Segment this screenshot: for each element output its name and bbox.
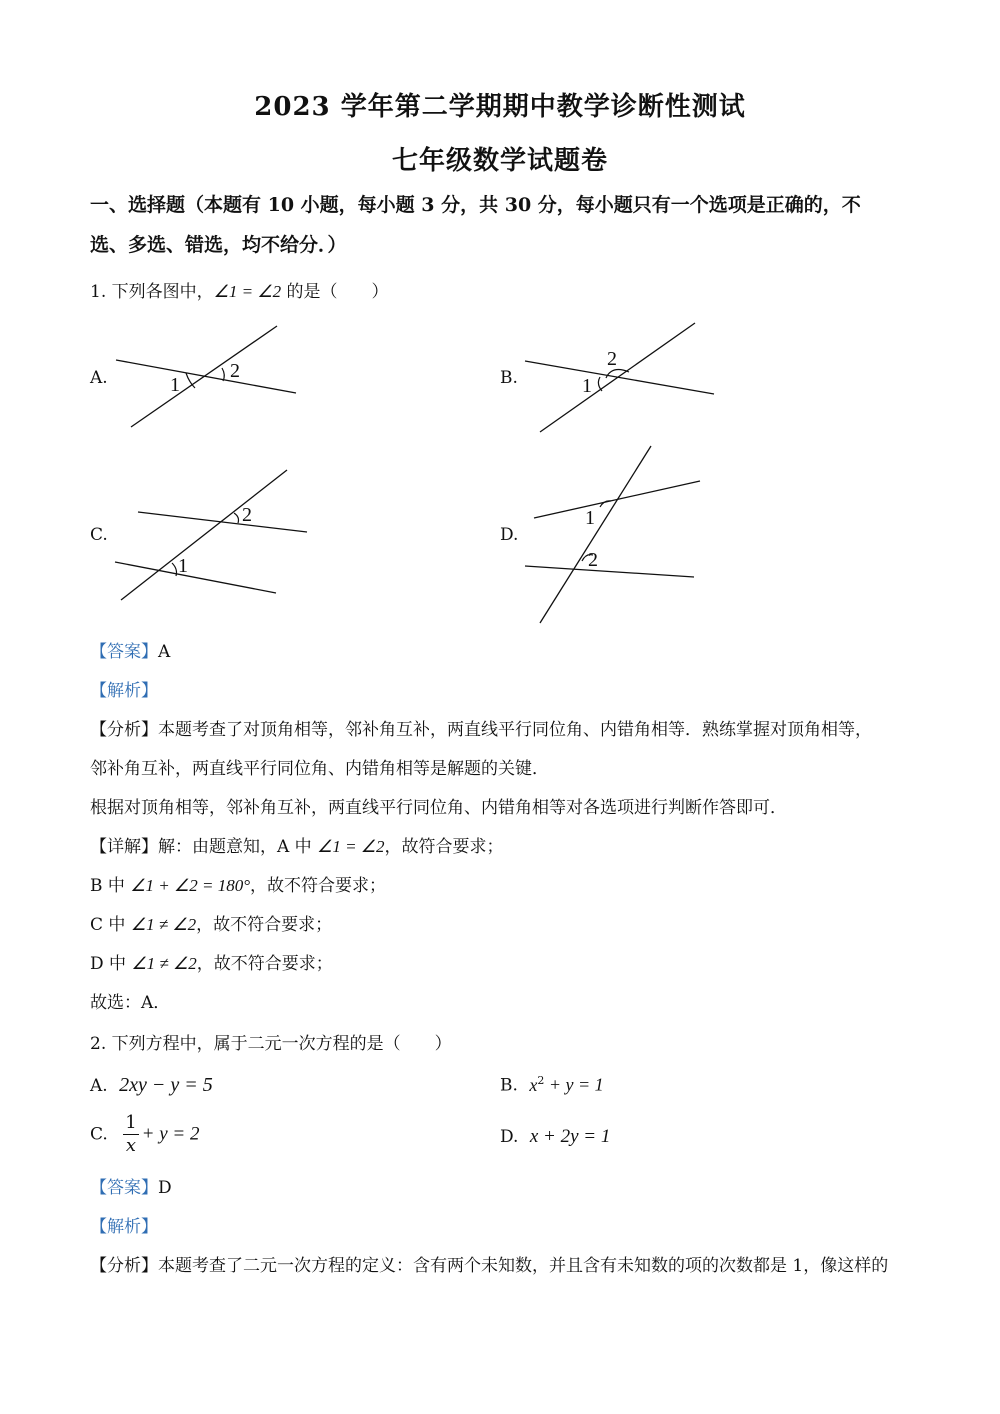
question-2-option-c (90, 1114, 200, 1155)
q2-option-c-rest: + y = 2 (141, 1123, 200, 1145)
question-2-fenxi-line1 (90, 1251, 888, 1276)
question-1-fenxi-line2: 邻补角互补，两直线平行同位角、内错角相等是解题的关键． (90, 759, 549, 779)
q2-option-c-numerator: 1 (125, 1112, 137, 1133)
question-1-math: ∠1 = ∠2 (213, 282, 282, 301)
question-2-stem: 2. 下列方程中，属于二元一次方程的是（ ） (90, 1034, 452, 1054)
option-c-arc-2 (234, 513, 239, 523)
answer-tag: 【答案】 (90, 642, 158, 662)
option-d-line-bottom (525, 566, 694, 577)
q2-option-c-label: C. (90, 1124, 108, 1145)
option-c-angle-1-label: 1 (178, 555, 188, 577)
option-d-figure (520, 440, 720, 630)
question-2-option-b (500, 1074, 604, 1096)
fenxi-tag: 【分析】 (90, 720, 158, 740)
q2-answer-value: D (158, 1178, 172, 1198)
section-heading-line2: 选、多选、错选，均不给分．） (90, 234, 347, 256)
question-2-answer (90, 1173, 172, 1198)
question-1-fenxi-line1 (90, 715, 872, 740)
option-b-line-horizontal (525, 361, 714, 394)
q2-answer-tag: 【答案】 (90, 1178, 158, 1198)
q2-option-b-exponent: 2 (537, 1074, 545, 1087)
detail-c-suffix: ，故不符合要求； (196, 915, 333, 935)
detail-b-prefix: B 中 (90, 876, 131, 896)
option-c-line-transversal (121, 470, 287, 600)
question-1-stem (90, 277, 388, 302)
option-d-angle-2-label: 2 (588, 549, 598, 571)
detail-d-math: ∠1 ≠ ∠2 (131, 954, 197, 973)
question-1-suffix: 的是（ ） (281, 282, 389, 302)
q2-option-b-base: x (529, 1074, 538, 1095)
q2-option-a-label: A. (90, 1076, 108, 1096)
option-c-angle-2-label: 2 (242, 504, 252, 526)
question-1-detail-a (90, 832, 504, 857)
option-b-angle-1-label: 1 (582, 375, 592, 397)
option-d-line-transversal (540, 446, 651, 623)
question-1-answer (90, 637, 170, 662)
question-1-detail-d (90, 949, 333, 974)
question-1-conclusion: 故选：A． (90, 993, 171, 1013)
question-2-option-d (500, 1126, 610, 1148)
detail-tag: 【详解】 (90, 837, 158, 857)
detail-c-math: ∠1 ≠ ∠2 (130, 915, 197, 934)
question-1-fenxi-line3: 根据对顶角相等，邻补角互补，两直线平行同位角、内错角相等对各选项进行判断作答即可． (90, 798, 787, 818)
option-a-angle-2-label: 2 (230, 360, 240, 382)
section-heading-line1: 一、选择题（本题有 10 小题，每小题 3 分，共 30 分，每小题只有一个选项是正确的，不 (90, 194, 861, 216)
detail-a-prefix: 解：由题意知，A 中 (158, 837, 318, 857)
question-1-prefix: 1. 下列各图中， (90, 282, 214, 302)
option-c-line-top (138, 512, 307, 532)
q2-option-c-fraction (123, 1114, 138, 1155)
q2-option-a-equation: 2xy − y = 5 (119, 1074, 213, 1096)
detail-a-suffix: ，故符合要求； (384, 837, 504, 857)
detail-a-math: ∠1 = ∠2 (317, 837, 385, 856)
detail-b-suffix: ，故不符合要求； (250, 876, 387, 896)
fenxi-text: 本题考查了对顶角相等，邻补角互补，两直线平行同位角、内错角相等．熟练掌握对顶角相等， (158, 720, 872, 740)
answer-value: A (158, 642, 171, 662)
option-b-figure (520, 318, 720, 438)
q2-option-b-rest: + y = 1 (544, 1074, 604, 1095)
detail-b-math: ∠1 + ∠2 = 180° (130, 876, 251, 895)
q2-option-b-label: B. (500, 1075, 518, 1096)
option-a-label: A. (90, 368, 108, 388)
q2-option-d-equation: x + 2y = 1 (529, 1126, 611, 1147)
option-b-angle-2-label: 2 (607, 348, 617, 370)
question-2-option-a (90, 1074, 213, 1097)
q2-option-d-label: D. (500, 1127, 519, 1147)
question-2-analysis-tag: 【解析】 (90, 1217, 158, 1237)
q2-fenxi-text: 本题考查了二元一次方程的定义：含有两个未知数，并且含有未知数的项的次数都是 1，像这样的 (158, 1256, 889, 1276)
option-b-label: B. (500, 368, 518, 388)
question-1-analysis-tag: 【解析】 (90, 681, 158, 701)
option-c-label: C. (90, 525, 108, 545)
option-a-figure (110, 320, 310, 440)
option-b-line-transversal (540, 323, 695, 432)
detail-d-prefix: D 中 (90, 954, 132, 974)
option-d-label: D. (500, 525, 519, 545)
detail-d-suffix: ，故不符合要求； (196, 954, 333, 974)
q2-option-c-denominator: x (125, 1135, 137, 1156)
exam-title: 2023 学年第二学期期中教学诊断性测试 (254, 92, 746, 122)
option-a-angle-1-label: 1 (170, 374, 180, 396)
question-1-detail-c (90, 910, 332, 935)
q2-fenxi-tag: 【分析】 (90, 1256, 158, 1276)
option-d-angle-1-label: 1 (585, 507, 595, 529)
option-a-line-transversal (131, 326, 277, 427)
exam-subtitle: 七年级数学试题卷 (391, 146, 608, 176)
option-c-figure (110, 465, 320, 610)
option-c-line-bottom (115, 562, 276, 593)
question-1-detail-b (90, 871, 386, 896)
detail-c-prefix: C 中 (90, 915, 131, 935)
option-a-line-horizontal (116, 360, 296, 393)
